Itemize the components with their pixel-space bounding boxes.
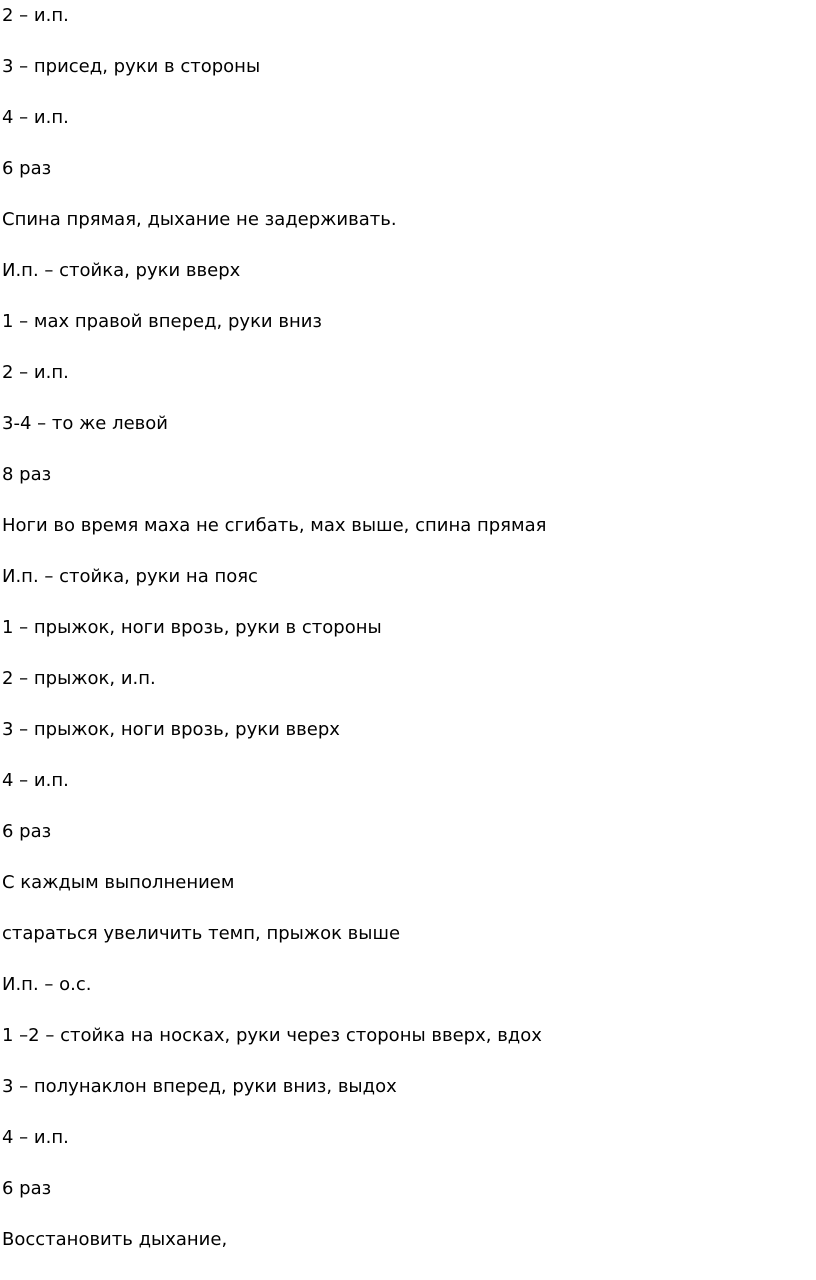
- text-line: 1 – мах правой вперед, руки вниз: [2, 311, 323, 332]
- text-line: 6 раз: [2, 158, 52, 179]
- text-line: 2 – и.п.: [2, 362, 69, 383]
- text-line: 3 – присед, руки в стороны: [2, 56, 261, 77]
- text-line: 3 – прыжок, ноги врозь, руки вверх: [2, 719, 340, 740]
- text-line: Восстановить дыхание,: [2, 1229, 228, 1250]
- text-line: Ноги во время маха не сгибать, мах выше, спина прямая: [2, 515, 547, 536]
- text-line: 4 – и.п.: [2, 1127, 69, 1148]
- text-line: И.п. – стойка, руки на пояс: [2, 566, 258, 587]
- text-line: 6 раз: [2, 821, 52, 842]
- document-page: [2, 0, 812, 1250]
- text-line: 8 раз: [2, 464, 52, 485]
- text-line: 4 – и.п.: [2, 107, 69, 128]
- text-line: 1 – прыжок, ноги врозь, руки в стороны: [2, 617, 382, 638]
- text-line: 2 – и.п.: [2, 5, 69, 26]
- text-line: 1 –2 – стойка на носках, руки через стороны вверх, вдох: [2, 1025, 542, 1046]
- text-line: стараться увеличить темп, прыжок выше: [2, 923, 401, 944]
- text-line: С каждым выполнением: [2, 872, 235, 893]
- text-line: И.п. – о.с.: [2, 974, 92, 995]
- text-line: 6 раз: [2, 1178, 52, 1199]
- text-line: 3-4 – то же левой: [2, 413, 168, 434]
- text-line: 4 – и.п.: [2, 770, 69, 791]
- text-line: 2 – прыжок, и.п.: [2, 668, 156, 689]
- text-line: Спина прямая, дыхание не задерживать.: [2, 209, 397, 230]
- text-line: 3 – полунаклон вперед, руки вниз, выдох: [2, 1076, 397, 1097]
- text-line: И.п. – стойка, руки вверх: [2, 260, 241, 281]
